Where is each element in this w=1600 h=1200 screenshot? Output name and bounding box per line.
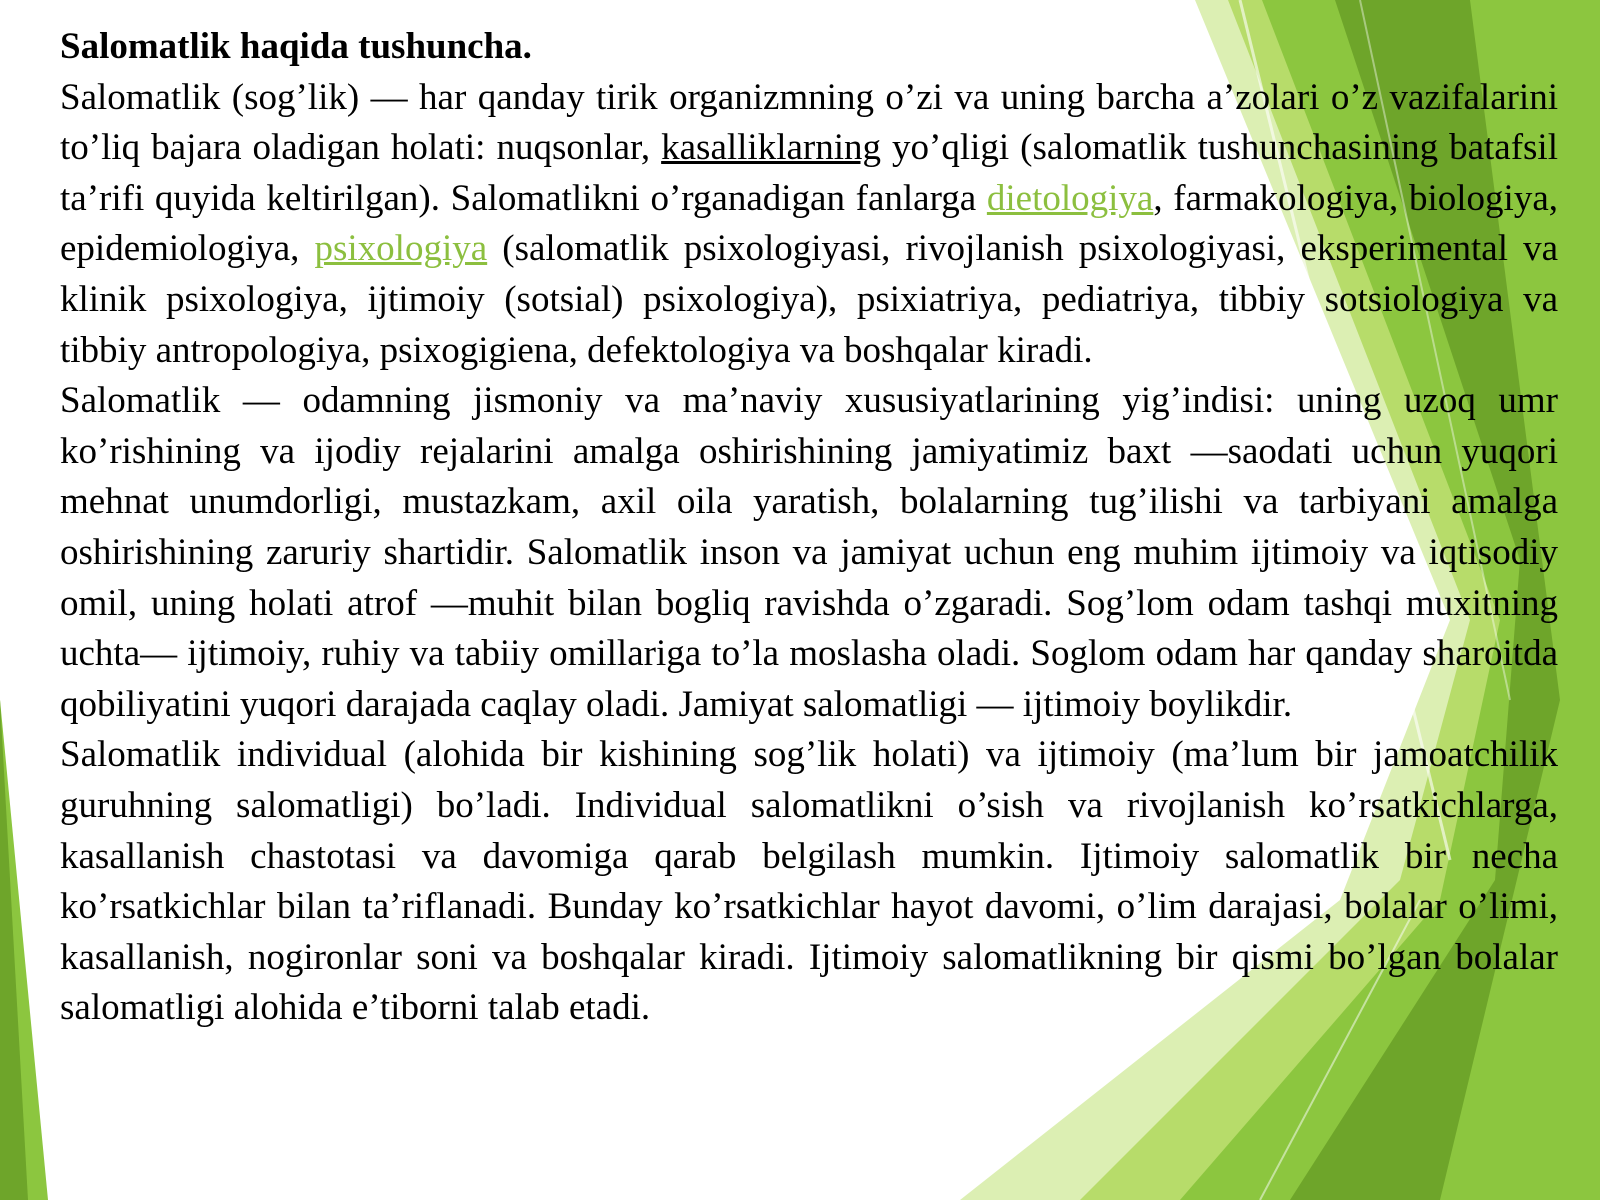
paragraph-definition-text-d: (salomatlik psixologiyasi, rivojlanish psixologiyasi, eksperimental va klinik psixologiya, ijtimoiy (sotsial) psixologiya), psixiatriya, pediatriya, tibbiy sotsiologiya va tibbiy antropologiya, psixogigiena, defektologiya va boshqalar kiradi.: [60, 228, 1558, 371]
paragraph-definition-text-a: Salomatlik (sog’lik) — har qanday tirik organizmning o’zi va uning barcha a’zolari o’z vazifalarini to’liq bajara oladigan holati: nuqsonlar,: [60, 76, 1558, 169]
paragraph-definition-text-c: , farmakologiya, biologiya, epidemiologiya,: [60, 177, 1558, 270]
slide-content: [60, 22, 1558, 1034]
slide-title: Salomatlik haqida tushuncha.: [60, 26, 532, 67]
link-psixologiya[interactable]: psixologiya: [314, 228, 488, 270]
paragraph-individual-social: Salomatlik individual (alohida bir kishining sog’lik holati) va ijtimoiy (ma’lum bir jamoatchilik guruhning salomatligi) bo’ladi. Individual salomatlikni o’sish va rivojlanish ko’rsatkichlarga, kasallanish chastotasi va davomiga qarab belgilash mumkin. Ijtimoiy salomatlik bir necha ko’rsatkichlar bilan ta’riflanadi. Bunday ko’rsatkichlar hayot davomi, o’lim darajasi, bolalar o’limi, kasallanish, nogironlar soni va boshqalar kiradi. Ijtimoiy salomatlikning bir qismi bo’lgan bolalar salomatligi alohida e’tiborni talab etadi.: [60, 734, 1558, 1029]
link-kasalliklarning[interactable]: kasalliklarning: [661, 127, 882, 169]
paragraph-definition: [60, 73, 1558, 377]
paragraph-definition-text-b: yo’qligi (salomatlik tushunchasining batafsil ta’rifi quyida keltirilgan). Salomatlikni o’rganadigan fanlarga: [60, 127, 1558, 219]
paragraph-health-properties: Salomatlik — odamning jismoniy va ma’naviy xususiyatlarining yig’indisi: uning uzoq umr ko’rishining va ijodiy rejalarini amalga oshirishining jamiyatimiz baxt —saodati uchun yuqori mehnat unumdorligi, mustazkam, axil oila yaratish, bolalarning tug’ilishi va tarbiyani amalga oshirishining zaruriy shartidir. Salomatlik inson va jamiyat uchun eng muhim ijtimoiy va iqtisodiy omil, uning holati atrof —muhit bilan bogliq ravishda o’zgaradi. Sog’lom odam tashqi muxitning uchta— ijtimoiy, ruhiy va tabiiy omillariga to’la moslasha oladi. Soglom odam har qanday sharoitda qobiliyatini yuqori darajada caqlay oladi. Jamiyat salomatligi — ijtimoiy boylikdir.: [60, 380, 1558, 725]
left-green-wedge: [0, 700, 48, 1200]
link-dietologiya[interactable]: dietologiya: [986, 177, 1154, 219]
